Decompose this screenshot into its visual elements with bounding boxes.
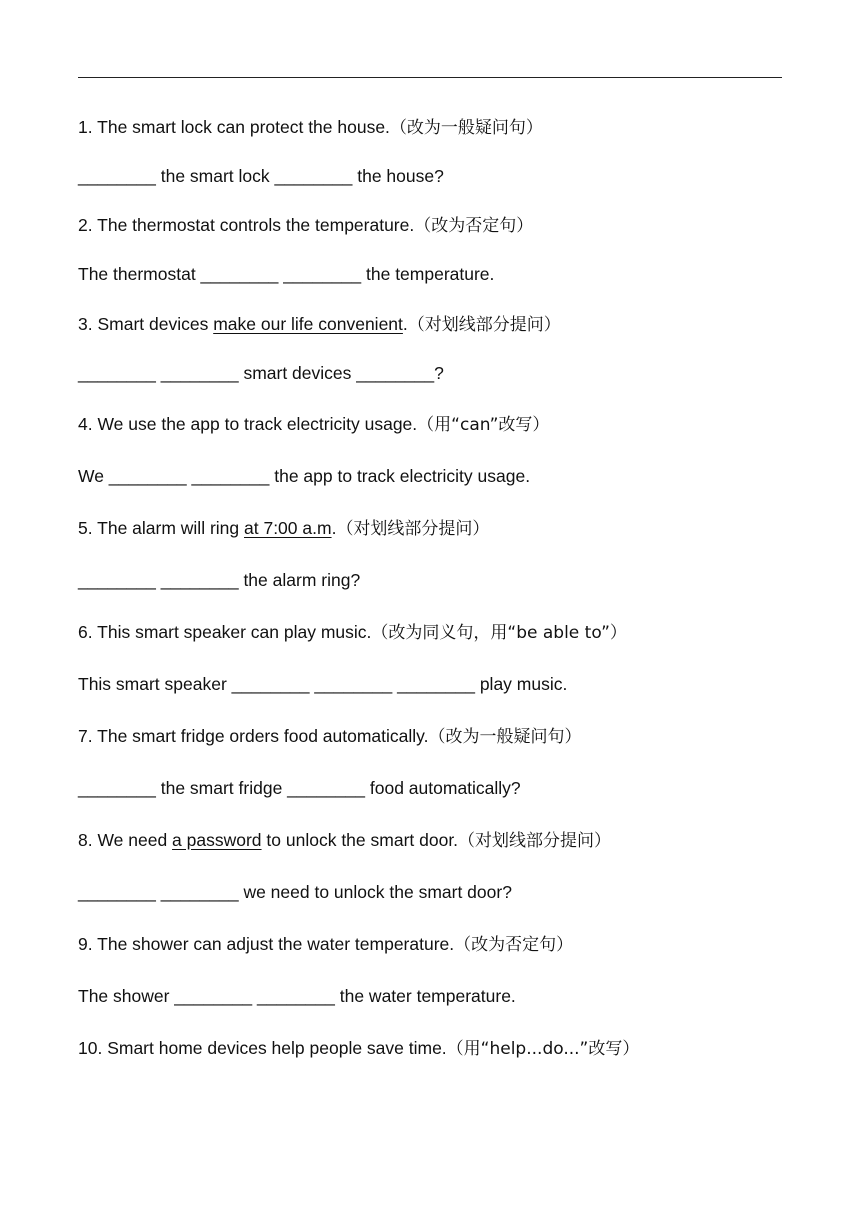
question-text: 2. The thermostat controls the temperature. [78,215,415,235]
answer-3: ________ ________ smart devices ________? [78,363,444,383]
instruction-note: （用“help...do...”改写） [446,1039,640,1059]
question-8 [78,829,611,852]
question-text: 6. This smart speaker can play music. [78,622,372,642]
question-text: 10. Smart home devices help people save time. [78,1038,447,1058]
answer-2: The thermostat ________ ________ the temperature. [78,264,495,284]
instruction-note: （用“can”改写） [417,415,550,435]
underlined-phrase: a password [172,830,262,850]
question-text: 3. Smart devices [78,314,214,334]
question-7 [78,725,582,748]
question-text: 7. The smart fridge orders food automatically. [78,726,429,746]
question-10 [78,1037,639,1060]
question-text: . [402,314,408,334]
answer-9: The shower ________ ________ the water temperature. [78,986,516,1006]
underlined-phrase: make our life convenient [213,314,403,334]
question-9 [78,933,573,956]
question-6 [78,621,627,644]
answer-8: ________ ________ we need to unlock the smart door? [78,882,512,902]
answer-1: ________ the smart lock ________ the house? [78,166,444,186]
instruction-note: （对划线部分提问） [407,315,561,335]
question-text: 8. We need [78,830,173,850]
answer-6: This smart speaker ________ ________ ________ play music. [78,674,568,694]
instruction-note: （改为否定句） [414,216,534,236]
instruction-note: （改为一般疑问句） [428,727,582,747]
question-1 [78,116,543,139]
answer-4: We ________ ________ the app to track electricity usage. [78,466,531,486]
instruction-note: （对划线部分提问） [458,831,612,851]
question-text: 5. The alarm will ring [78,518,244,538]
question-text: to unlock the smart door. [261,830,459,850]
question-text: 1. The smart lock can protect the house. [78,117,390,137]
instruction-note: （改为否定句） [454,935,574,955]
question-text: 9. The shower can adjust the water temperature. [78,934,455,954]
underlined-phrase: at 7:00 a.m [244,518,332,538]
answer-7: ________ the smart fridge ________ food automatically? [78,778,521,798]
question-5 [78,517,489,540]
question-2 [78,214,533,237]
instruction-note: （对划线部分提问） [336,519,490,539]
question-text: . [331,518,337,538]
header-rule [78,77,782,78]
question-4 [78,413,549,436]
answer-5: ________ ________ the alarm ring? [78,570,361,590]
question-3 [78,313,561,336]
instruction-note: （改为一般疑问句） [389,118,543,138]
question-text: 4. We use the app to track electricity usage. [78,414,418,434]
instruction-note: （改为同义句，用“be able to”） [371,623,627,643]
